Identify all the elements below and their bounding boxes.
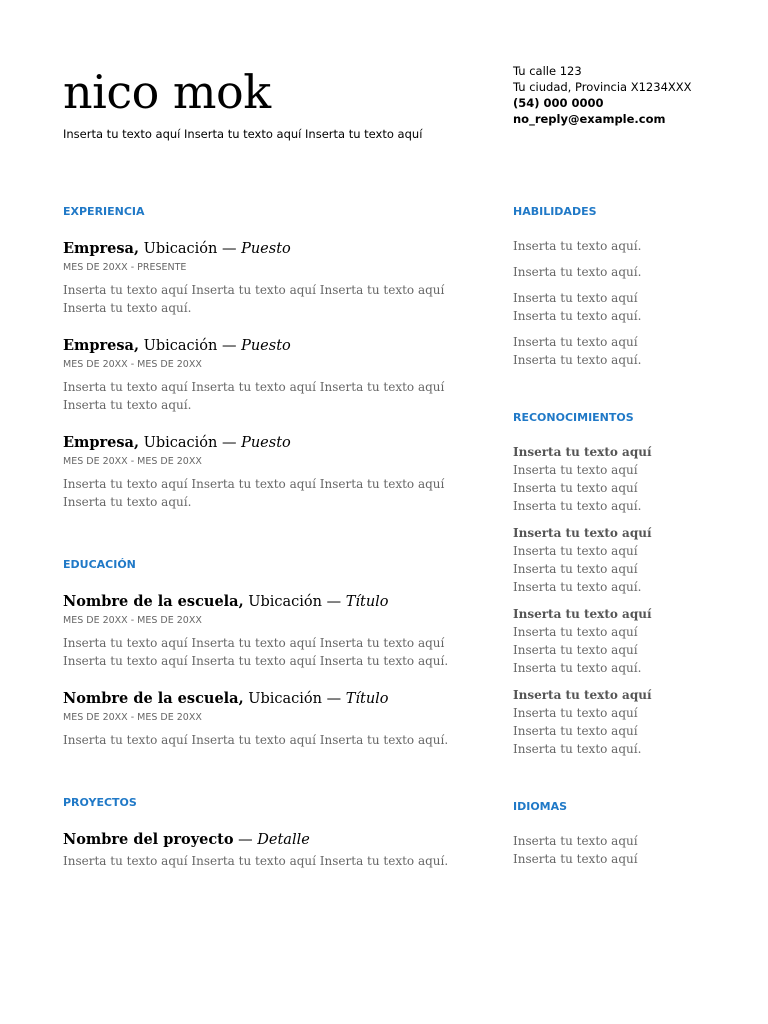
experience-dates: MES DE 20XX - MES DE 20XX — [63, 456, 202, 467]
experience-entry-title — [63, 239, 473, 259]
resume-tagline: Inserta tu texto aquí Inserta tu texto aquí Inserta tu texto aquí — [63, 127, 423, 141]
projects-heading: PROYECTOS — [63, 796, 137, 809]
experience-description: Inserta tu texto aquí Inserta tu texto aquí Inserta tu texto aquí Inserta tu texto aquí. — [63, 477, 445, 509]
job-role: Puesto — [241, 435, 291, 451]
award-title: Inserta tu texto aquí — [513, 445, 652, 459]
project-entry-title — [63, 830, 473, 850]
award-title: Inserta tu texto aquí — [513, 688, 652, 702]
title-separator: — — [326, 691, 342, 707]
contact-block — [513, 63, 753, 127]
sidebar-column — [513, 204, 683, 868]
education-entry-title — [63, 592, 473, 612]
main-column — [63, 204, 473, 870]
experience-description: Inserta tu texto aquí Inserta tu texto aquí Inserta tu texto aquí Inserta tu texto aquí. — [63, 283, 445, 315]
education-description: Inserta tu texto aquí Inserta tu texto aquí Inserta tu texto aquí. — [63, 733, 449, 747]
title-separator: — — [326, 594, 342, 610]
school-name: Nombre de la escuela, — [63, 690, 244, 707]
education-dates: MES DE 20XX - MES DE 20XX — [63, 712, 202, 723]
title-separator: — — [221, 435, 237, 451]
experience-entry-title — [63, 336, 473, 356]
education-heading: EDUCACIÓN — [63, 558, 136, 571]
project-name: Nombre del proyecto — [63, 831, 234, 848]
skill-item: Inserta tu texto aquí. — [513, 239, 642, 253]
experience-dates: MES DE 20XX - MES DE 20XX — [63, 359, 202, 370]
project-description: Inserta tu texto aquí Inserta tu texto aquí Inserta tu texto aquí. — [63, 854, 449, 868]
company-name: Empresa, — [63, 240, 140, 257]
company-name: Empresa, — [63, 337, 140, 354]
award-item — [513, 524, 683, 596]
skill-item: Inserta tu texto aquí Inserta tu texto aquí. — [513, 291, 642, 323]
awards-heading: RECONOCIMIENTOS — [513, 411, 634, 424]
award-item — [513, 686, 683, 758]
experience-dates: MES DE 20XX - PRESENTE — [63, 262, 187, 273]
contact-street: Tu calle 123 — [513, 64, 582, 78]
experience-section — [63, 204, 473, 511]
school-name: Nombre de la escuela, — [63, 593, 244, 610]
experience-heading: EXPERIENCIA — [63, 205, 145, 218]
resume-name: nico mok — [63, 65, 271, 119]
education-entry-title — [63, 689, 473, 709]
award-text: Inserta tu texto aquí Inserta tu texto aquí Inserta tu texto aquí. — [513, 544, 642, 594]
education-entry — [63, 689, 473, 749]
company-location: Ubicación — [143, 435, 218, 451]
title-separator: — — [221, 338, 237, 354]
experience-entry — [63, 433, 473, 511]
experience-entry — [63, 336, 473, 414]
skills-heading: HABILIDADES — [513, 205, 597, 218]
project-detail: Detalle — [257, 832, 310, 848]
award-text: Inserta tu texto aquí Inserta tu texto aquí Inserta tu texto aquí. — [513, 706, 642, 756]
company-location: Ubicación — [143, 241, 218, 257]
company-location: Ubicación — [143, 338, 218, 354]
contact-phone: (54) 000 0000 — [513, 96, 604, 110]
job-role: Puesto — [241, 241, 291, 257]
title-separator: — — [238, 832, 253, 848]
award-text: Inserta tu texto aquí Inserta tu texto aquí Inserta tu texto aquí. — [513, 463, 642, 513]
languages-heading: IDIOMAS — [513, 800, 568, 813]
projects-section — [63, 795, 473, 870]
contact-email: no_reply@example.com — [513, 112, 666, 126]
award-title: Inserta tu texto aquí — [513, 607, 652, 621]
education-section — [63, 557, 473, 749]
languages-section — [513, 799, 683, 868]
skills-section — [513, 204, 683, 369]
education-entry — [63, 592, 473, 670]
school-location: Ubicación — [248, 691, 322, 707]
experience-description: Inserta tu texto aquí Inserta tu texto aquí Inserta tu texto aquí Inserta tu texto aquí. — [63, 380, 445, 412]
experience-entry-title — [63, 433, 473, 453]
award-title: Inserta tu texto aquí — [513, 526, 652, 540]
degree-title: Título — [345, 594, 389, 610]
skill-item: Inserta tu texto aquí. — [513, 265, 642, 279]
education-description: Inserta tu texto aquí Inserta tu texto aquí Inserta tu texto aquí Inserta tu texto aquí Inserta tu texto aquí Inserta tu texto aquí. — [63, 636, 449, 668]
school-location: Ubicación — [248, 594, 322, 610]
award-item — [513, 605, 683, 677]
education-dates: MES DE 20XX - MES DE 20XX — [63, 615, 202, 626]
skill-item: Inserta tu texto aquí Inserta tu texto aquí. — [513, 335, 642, 367]
company-name: Empresa, — [63, 434, 140, 451]
project-entry — [63, 830, 473, 870]
contact-city: Tu ciudad, Provincia X1234XXX — [513, 80, 692, 94]
awards-section — [513, 410, 683, 758]
title-separator: — — [221, 241, 237, 257]
award-text: Inserta tu texto aquí Inserta tu texto aquí Inserta tu texto aquí. — [513, 625, 642, 675]
job-role: Puesto — [241, 338, 291, 354]
award-item — [513, 443, 683, 515]
languages-text: Inserta tu texto aquí Inserta tu texto aquí — [513, 834, 638, 866]
degree-title: Título — [345, 691, 389, 707]
experience-entry — [63, 239, 473, 317]
